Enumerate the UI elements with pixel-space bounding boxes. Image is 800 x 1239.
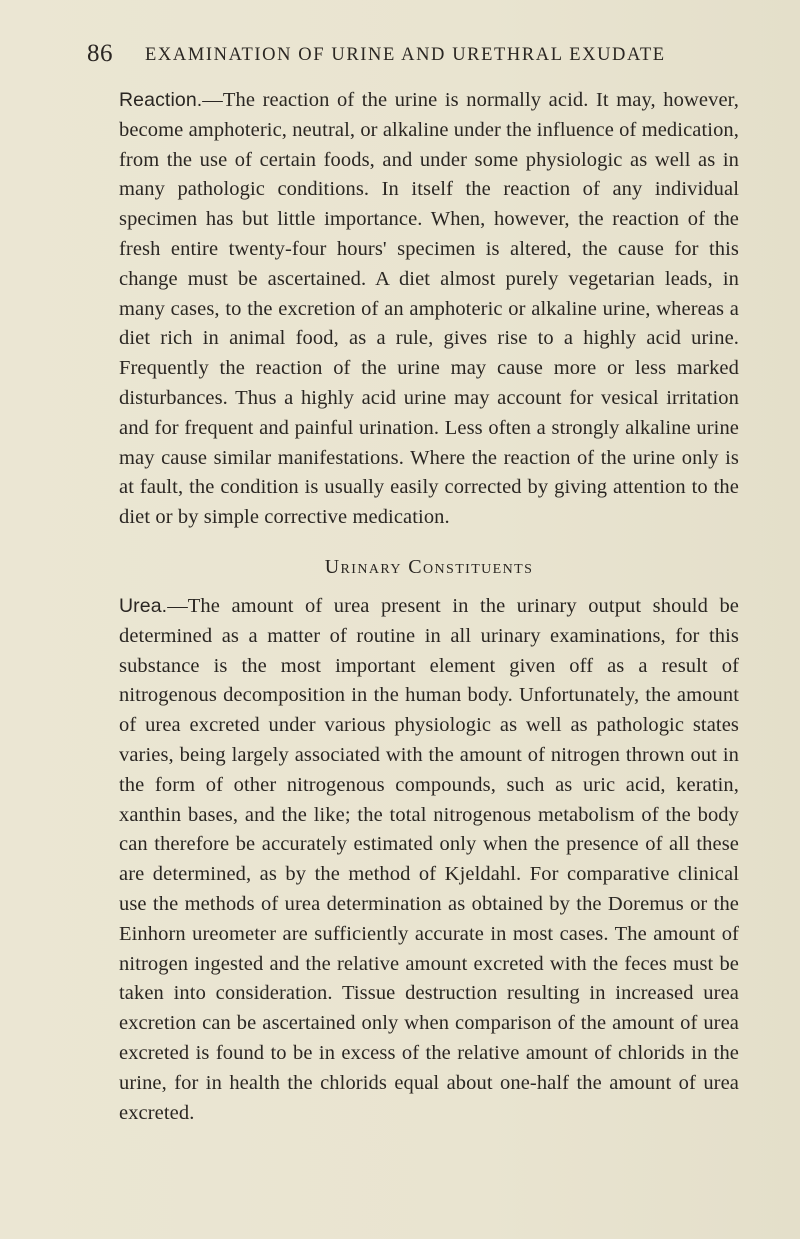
running-head: EXAMINATION OF URINE AND URETHRAL EXUDATE (145, 45, 666, 65)
reaction-paragraph-text: —The reaction of the urine is normally acid. It may, however, become amphoteric, neutral, or alkaline under the influence of medication, from the use of certain foods, and under some physiologic as well as in many pathologic conditions. In itself the reaction of any individual specimen has but little importance. When, however, the reaction of the fresh entire twenty-four hours' specimen is altered, the cause for this change must be ascertained. A diet almost purely vegetarian leads, in many cases, to the excretion of an amphoteric or alkaline urine, whereas a diet rich in animal food, as a rule, gives rise to a highly acid urine. Frequently the reaction of the urine may cause more or less marked disturbances. Thus a highly acid urine may account for vesical irritation and for frequent and painful urination. Less often a strongly alkaline urine may cause similar manifestations. Where the reaction of the urine only is at fault, the condition is usually easily corrected by giving attention to the diet or by simple corrective medication. (119, 89, 739, 529)
page-header (87, 38, 767, 68)
urea-paragraph-text: —The amount of urea present in the urinary output should be determined as a matter of routine in all urinary examinations, for this substance is the most important element given off as a result of nitrogenous decomposition in the human body. Unfortunately, the amount of urea excreted under various physiologic as well as pathologic states varies, being largely associated with the amount of nitrogen thrown out in the form of other nitrogenous compounds, such as uric acid, keratin, xanthin bases, and the like; the total nitrogenous metabolism of the body can therefore be accurately estimated only when the presence of all these are determined, as by the method of Kjeldahl. For comparative clinical use the methods of urea determination as obtained by the Doremus or the Einhorn ureometer are sufficiently accurate in most cases. The amount of nitrogen ingested and the relative amount excreted with the feces must be taken into consideration. Tissue destruction resulting in increased urea excretion can be ascertained only when comparison of the amount of urea excreted is found to be in excess of the relative amount of chlorids in the urine, for in health the chlorids equal about one-half the amount of urea excreted. (119, 594, 739, 1124)
reaction-paragraph (119, 86, 739, 533)
urea-paragraph (119, 592, 739, 1128)
page-number: 86 (87, 40, 113, 67)
body-text (119, 86, 739, 1128)
urea-run-in-heading: Urea. (119, 594, 168, 617)
section-heading: Urinary Constituents (324, 555, 534, 578)
reaction-run-in-heading: Reaction. (119, 89, 203, 111)
